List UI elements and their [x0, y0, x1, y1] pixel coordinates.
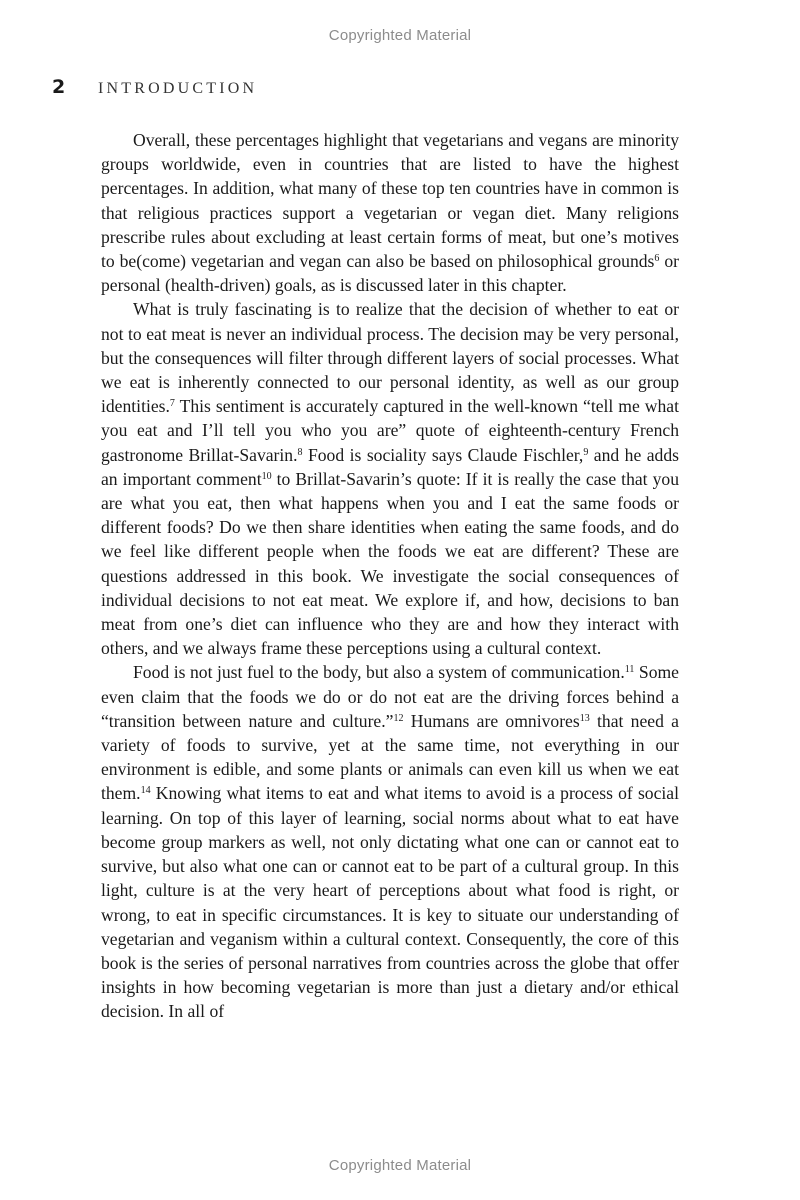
text-run: Humans are omnivores [403, 710, 580, 731]
text-run: Some even claim that the foods we do or do not eat are the driving forces behind a “transition between nature and culture.” [101, 662, 679, 731]
text-run: to Brillat-Savarin’s quote: If it is really the case that you are what you eat, then what happens when you and I eat the same foods or different foods? Do we then share identities when eating the same foods, and do we feel like different people when the foods we eat are different? These are questions addressed in this book. We investigate the social consequences of individual decisions to not eat meat. We explore if, and how, decisions to ban meat from one’s diet can influence who they are and how they interact with others, and we always frame these perceptions using a cultural context. [101, 468, 680, 659]
text-run: and he adds an important comment [101, 444, 679, 489]
footnote-ref: 8 [297, 446, 303, 458]
text-run: Knowing what items to eat and what items to avoid is a process of social learning. On top of this layer of learning, social norms about what to eat have become group markers as well, not only dictating what one can or cannot eat to survive, but also what one can or cannot eat to be part of a cultural group. In this light, culture is at the very heart of perceptions about what food is right, or wrong, to eat in specific circumstances. It is key to situate our understanding of vegetarian and veganism within a cultural context. Consequently, the core of this book is the series of personal narratives from countries across the globe that offer insights in how becoming vegetarian is more than just a dietary and/or ethical decision. In all of [101, 783, 679, 1022]
footnote-ref: 9 [583, 446, 589, 458]
running-head [52, 76, 257, 100]
text-run: or personal (health-driven) goals, as is discussed later in this chapter. [101, 251, 679, 296]
text-run: that need a variety of foods to survive, yet at the same time, not everything in our environment is edible, and some plants or animals can even kill us when we eat them. [101, 710, 679, 804]
text-run: Overall, these percentages highlight that vegetarians and vegans are minority groups worldwide, even in countries that are listed to have the highest percentages. In addition, what many of these top ten countries have in common is that religious practices support a vegetarian or vegan diet. Many religions prescribe rules about excluding at least certain forms of meat, but one’s motives to be(come) vegetarian and vegan can also be based on philosophical grounds [101, 130, 679, 272]
paragraph-3 [101, 660, 679, 1023]
footnote-ref: 7 [169, 398, 175, 410]
copyright-watermark-bottom: Copyrighted Material [328, 1157, 472, 1174]
footnote-ref: 10 [261, 470, 272, 482]
text-run: What is truly fascinating is to realize that the decision of whether to eat or not to eat meat is never an individual process. The decision may be very personal, but the consequences will filter through different layers of social processes. What we eat is inherently connected to our personal identity, as well as our group identities. [101, 299, 679, 417]
footnote-ref: 13 [579, 712, 590, 724]
paragraph-1 [101, 128, 679, 297]
footnote-ref: 11 [624, 664, 635, 676]
footnote-ref: 6 [654, 253, 660, 265]
footnote-ref: 14 [140, 785, 151, 797]
text-run: Food is not just fuel to the body, but also a system of communication. [133, 662, 625, 683]
body-text [101, 128, 679, 1024]
copyright-watermark-top: Copyrighted Material [328, 27, 472, 44]
footnote-ref: 12 [393, 712, 404, 724]
text-run: This sentiment is accurately captured in the well-known “tell me what you eat and I’ll tell you who you are” quote of eighteenth-century French gastronome Brillat-Savarin. [101, 396, 679, 465]
text-run: Food is sociality says Claude Fischler, [302, 444, 584, 465]
paragraph-2 [101, 297, 679, 660]
page-number: 2 [52, 76, 66, 98]
chapter-title: INTRODUCTION [98, 80, 258, 97]
